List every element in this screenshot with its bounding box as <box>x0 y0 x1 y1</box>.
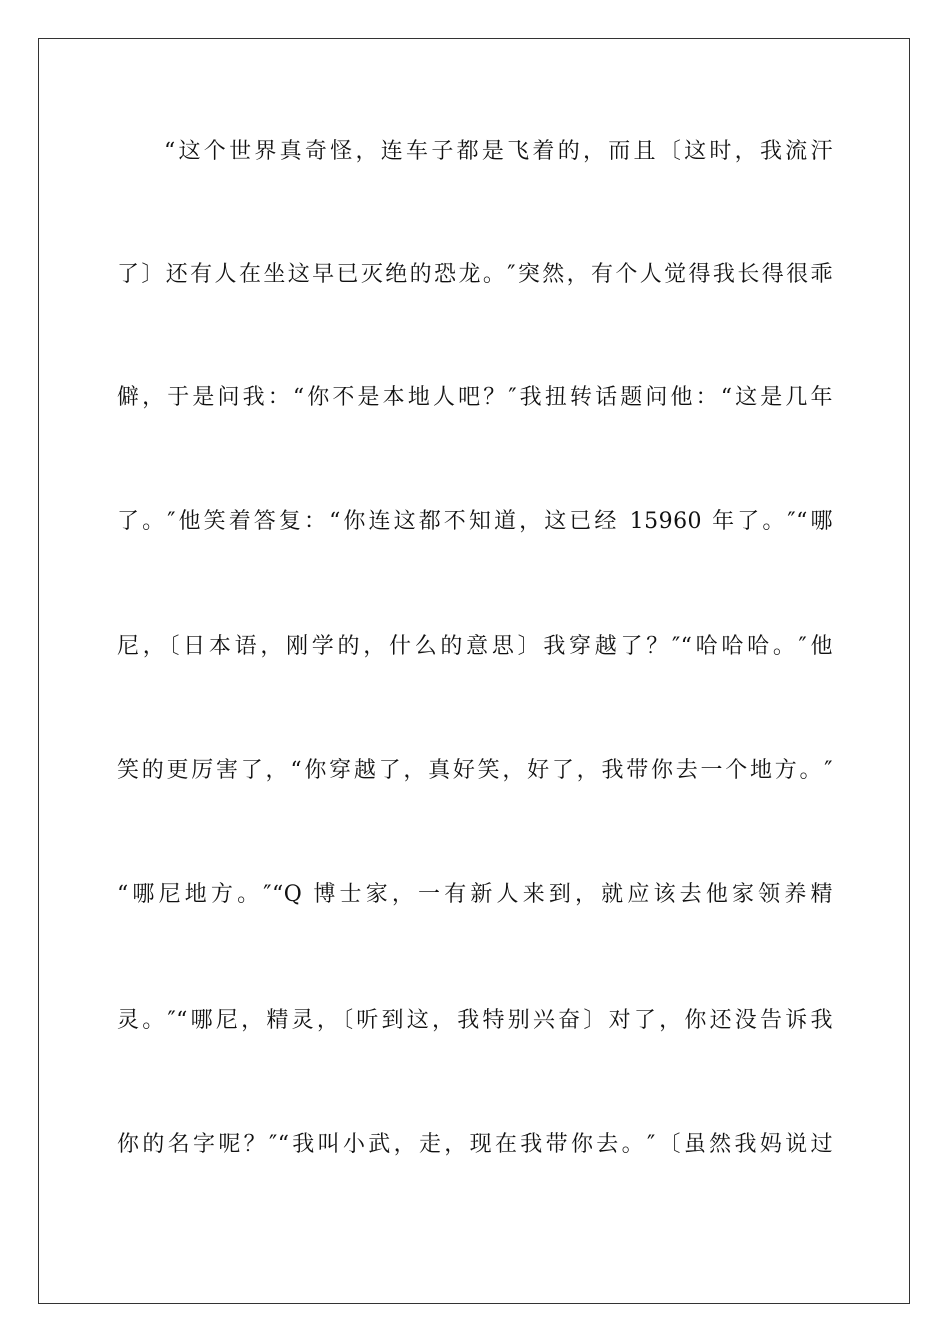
paragraph-line: 僻，于是问我：“你不是本地人吧？″我扭转话题问他：“这是几年 <box>117 385 833 410</box>
page-frame <box>38 38 910 1304</box>
paragraph-line: 你的名字呢？″“我叫小武，走，现在我带你去。″〔虽然我妈说过 <box>117 1132 833 1157</box>
paragraph-line: 尼，〔日本语，刚学的，什么的意思〕我穿越了？″“哈哈哈。″他 <box>117 634 833 659</box>
paragraph-line: 灵。″“哪尼，精灵，〔听到这，我特别兴奋〕对了，你还没告诉我 <box>117 1008 833 1033</box>
paragraph-line: “哪尼地方。″“Q 博士家，一有新人来到，就应该去他家领养精 <box>117 882 833 907</box>
paragraph-line: 笑的更厉害了，“你穿越了，真好笑，好了，我带你去一个地方。″ <box>117 758 833 783</box>
paragraph-line: “这个世界真奇怪，连车子都是飞着的，而且〔这时，我流汗 <box>164 139 833 164</box>
paragraph-line: 了〕还有人在坐这早已灭绝的恐龙。″突然，有个人觉得我长得很乖 <box>117 262 833 287</box>
paragraph-line: 了。″他笑着答复：“你连这都不知道，这已经 15960 年了。″“哪 <box>117 509 833 534</box>
